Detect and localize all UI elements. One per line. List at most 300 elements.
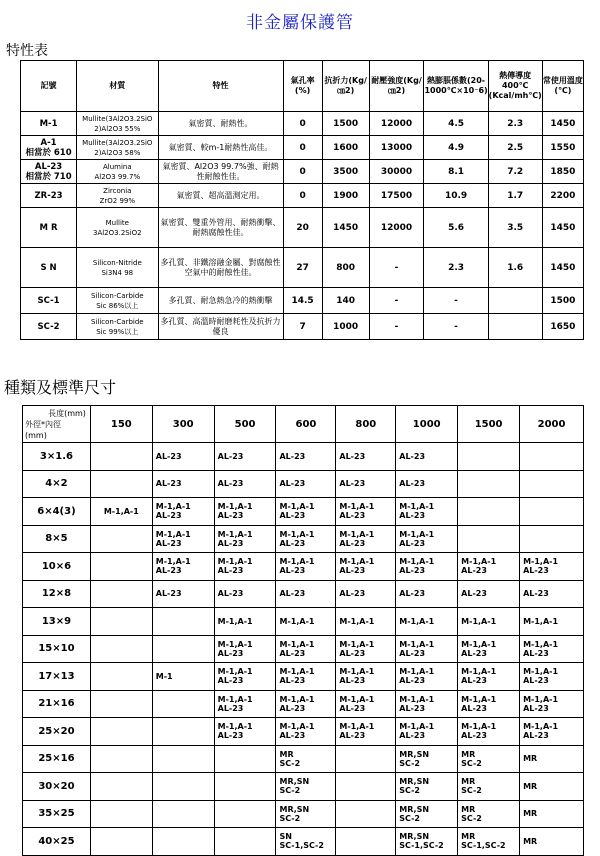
size-cell <box>396 718 458 746</box>
size-cell <box>336 773 396 801</box>
size-cell <box>520 828 584 856</box>
comp-cell: 12000 <box>369 208 424 248</box>
size-line: MR <box>461 804 476 814</box>
size-cell <box>214 828 276 856</box>
size-cell <box>458 773 520 801</box>
temp-cell: 1450 <box>542 248 583 288</box>
corner-od-label: 外徑*內徑 <box>25 420 61 429</box>
size-cell <box>520 635 584 663</box>
code-text: SC-1 <box>37 295 60 306</box>
size-cell <box>520 580 584 608</box>
size-line: SC-2 <box>399 758 420 768</box>
material-cell <box>77 314 158 340</box>
flex-cell: 800 <box>322 248 369 288</box>
properties-body <box>21 112 584 340</box>
temp-cell: 2200 <box>542 184 583 208</box>
size-line: AL-23 <box>217 703 244 713</box>
size-line: AL-23 <box>155 589 182 599</box>
sizes-row <box>23 663 584 691</box>
size-cell <box>336 828 396 856</box>
size-line: AL-23 <box>279 479 306 489</box>
size-line: AL-23 <box>279 731 306 741</box>
temp-cell: 1450 <box>542 112 583 136</box>
size-line: M-1,A-1 <box>339 722 375 732</box>
size-line: M-1,A-1 <box>399 667 435 677</box>
size-cell <box>152 828 214 856</box>
size-cell <box>152 635 214 663</box>
size-line: M-1,A-1 <box>461 722 497 732</box>
sizes-row <box>23 745 584 773</box>
size-cell <box>396 580 458 608</box>
code-cell <box>21 136 77 160</box>
cond-cell: 1.6 <box>488 248 542 288</box>
od-cell: 4×2 <box>23 470 91 498</box>
size-cell <box>396 553 458 581</box>
size-line: AL-23 <box>523 648 549 658</box>
size-cell <box>152 470 214 498</box>
size-line: AL-23 <box>339 648 366 658</box>
porosity-cell: 14.5 <box>283 288 322 314</box>
exp-cell: 4.5 <box>424 112 488 136</box>
size-line: MR <box>523 754 538 764</box>
header-cell: 熱膨脹係數(20-1000℃×10⁻6) <box>424 61 488 112</box>
properties-row <box>21 288 584 314</box>
material-cell <box>77 160 158 184</box>
feature-cell: 氣密質、Al2O3 99.7%強、耐熱性耐蝕性佳。 <box>158 160 283 184</box>
material-line: 3Al2O3.2SiO2 <box>92 228 142 237</box>
size-cell <box>520 553 584 581</box>
size-cell <box>90 580 152 608</box>
corner-length-label: 長度(mm) <box>48 409 86 418</box>
size-cell <box>458 745 520 773</box>
sizes-row <box>23 498 584 526</box>
size-cell <box>90 773 152 801</box>
size-cell <box>152 608 214 636</box>
size-line: AL-23 <box>339 451 366 461</box>
size-cell <box>152 443 214 471</box>
porosity-cell: 20 <box>283 208 322 248</box>
size-line: AL-23 <box>523 589 549 599</box>
size-line: MR,SN <box>399 804 430 814</box>
length-header: 2000 <box>520 406 584 443</box>
length-header: 300 <box>152 406 214 443</box>
size-line: AL-23 <box>217 648 244 658</box>
size-cell <box>336 525 396 553</box>
size-cell <box>214 580 276 608</box>
size-line: AL-23 <box>217 479 244 489</box>
code-cell <box>21 288 77 314</box>
size-cell <box>90 690 152 718</box>
sizes-row <box>23 443 584 471</box>
size-line: AL-23 <box>279 589 306 599</box>
flex-cell: 140 <box>322 288 369 314</box>
sizes-header-row <box>23 406 584 443</box>
size-cell <box>396 690 458 718</box>
size-cell <box>276 553 336 581</box>
feature-cell: 多孔質、耐急熱急冷的熱衝擊 <box>158 288 283 314</box>
porosity-cell: 0 <box>283 160 322 184</box>
size-line: AL-23 <box>523 731 549 741</box>
porosity-cell: 0 <box>283 184 322 208</box>
size-cell <box>336 608 396 636</box>
size-cell <box>520 608 584 636</box>
size-line: AL-23 <box>217 511 244 521</box>
size-cell <box>276 580 336 608</box>
material-line: Silicon-Carbide <box>91 291 144 300</box>
sizes-row <box>23 635 584 663</box>
size-cell <box>214 443 276 471</box>
size-line: MR <box>523 836 538 846</box>
od-cell: 10×6 <box>23 553 91 581</box>
exp-cell: - <box>424 314 488 340</box>
exp-cell: 2.3 <box>424 248 488 288</box>
size-line: AL-23 <box>399 479 426 489</box>
cond-cell: 3.5 <box>488 208 542 248</box>
size-line: M-1,A-1 <box>339 502 375 512</box>
size-line: AL-23 <box>217 589 244 599</box>
code-sub-text: 相當於 710 <box>25 171 72 182</box>
size-cell <box>214 470 276 498</box>
size-cell <box>152 800 214 828</box>
size-line: M-1,A-1 <box>339 616 375 626</box>
code-cell <box>21 314 77 340</box>
size-cell <box>396 498 458 526</box>
temp-cell: 1550 <box>542 136 583 160</box>
size-line: SC-1,SC-2 <box>461 841 506 851</box>
size-line: M-1,A-1 <box>155 557 191 567</box>
size-line: M-1,A-1 <box>523 722 559 732</box>
size-line: AL-23 <box>217 538 244 548</box>
flex-cell: 3500 <box>322 160 369 184</box>
size-line: M-1,A-1 <box>461 694 497 704</box>
cond-cell <box>488 288 542 314</box>
sizes-body <box>23 443 584 856</box>
size-line: SC-1,SC-2 <box>279 841 324 851</box>
od-cell: 8×5 <box>23 525 91 553</box>
page-title: 非金屬保護管 <box>246 13 354 33</box>
size-cell <box>520 525 584 553</box>
size-line: MR <box>461 749 476 759</box>
size-cell <box>90 663 152 691</box>
size-cell <box>458 498 520 526</box>
od-cell: 25×20 <box>23 718 91 746</box>
size-line: AL-23 <box>461 648 487 658</box>
feature-cell: 氣密質、耐熱性。 <box>158 112 283 136</box>
size-cell <box>396 663 458 691</box>
properties-row <box>21 136 584 160</box>
size-line: SC-2 <box>399 813 420 823</box>
size-cell <box>276 828 336 856</box>
code-text: S N <box>40 262 57 273</box>
sizes-row <box>23 553 584 581</box>
length-header: 800 <box>336 406 396 443</box>
od-cell: 15×10 <box>23 635 91 663</box>
porosity-cell: 0 <box>283 136 322 160</box>
porosity-cell: 0 <box>283 112 322 136</box>
properties-table <box>20 60 584 340</box>
size-line: MR <box>523 781 538 791</box>
material-line: Silicon-Carbide <box>91 317 144 326</box>
size-cell <box>214 745 276 773</box>
material-cell <box>77 112 158 136</box>
size-line: M-1,A-1 <box>461 667 497 677</box>
size-line: AL-23 <box>461 731 487 741</box>
comp-cell: 17500 <box>369 184 424 208</box>
size-cell <box>520 690 584 718</box>
properties-row <box>21 160 584 184</box>
sizes-row <box>23 470 584 498</box>
cond-cell: 7.2 <box>488 160 542 184</box>
temp-cell: 1500 <box>542 288 583 314</box>
size-line: MR,SN <box>399 777 430 787</box>
size-cell <box>276 635 336 663</box>
size-line: M-1,A-1 <box>339 694 375 704</box>
cond-cell: 2.5 <box>488 136 542 160</box>
size-cell <box>90 800 152 828</box>
od-cell: 25×16 <box>23 745 91 773</box>
properties-row <box>21 112 584 136</box>
comp-cell: - <box>369 314 424 340</box>
size-cell <box>520 663 584 691</box>
flex-cell: 1500 <box>322 112 369 136</box>
properties-header-row <box>21 61 584 112</box>
od-cell: 35×25 <box>23 800 91 828</box>
temp-cell: 1650 <box>542 314 583 340</box>
properties-row <box>21 248 584 288</box>
material-line: 2)Al2O3 58% <box>94 148 141 157</box>
size-cell <box>214 635 276 663</box>
size-line: M-1,A-1 <box>279 557 315 567</box>
length-header: 150 <box>90 406 152 443</box>
size-line: M-1,A-1 <box>217 502 253 512</box>
size-cell <box>458 443 520 471</box>
size-cell <box>458 553 520 581</box>
size-line: MR,SN <box>279 804 310 814</box>
size-line: M-1,A-1 <box>339 667 375 677</box>
material-line: ZrO2 99% <box>99 196 136 205</box>
size-cell <box>214 773 276 801</box>
size-line: M-1,A-1 <box>339 529 375 539</box>
size-cell <box>276 690 336 718</box>
size-line: M-1,A-1 <box>279 616 315 626</box>
size-cell <box>520 470 584 498</box>
size-cell <box>336 745 396 773</box>
comp-cell: - <box>369 288 424 314</box>
size-line: AL-23 <box>399 703 426 713</box>
size-cell <box>396 828 458 856</box>
exp-cell: 5.6 <box>424 208 488 248</box>
size-line: AL-23 <box>339 731 366 741</box>
size-line: MR <box>279 749 294 759</box>
sizes-row <box>23 800 584 828</box>
size-line: AL-23 <box>523 676 549 686</box>
size-cell <box>336 635 396 663</box>
size-line: AL-23 <box>461 566 487 576</box>
size-cell <box>336 443 396 471</box>
size-line: AL-23 <box>279 538 306 548</box>
size-line: AL-23 <box>279 566 306 576</box>
size-cell <box>152 773 214 801</box>
size-line: SC-2 <box>461 758 482 768</box>
size-line: AL-23 <box>399 731 426 741</box>
size-cell <box>458 800 520 828</box>
feature-cell: 氣密質、較m-1耐熱性高佳。 <box>158 136 283 160</box>
size-cell <box>152 553 214 581</box>
size-cell <box>396 773 458 801</box>
size-line: M-1,A-1 <box>399 557 435 567</box>
feature-cell: 多孔質、非鐵溶融金屬、對腐蝕性空氣中的耐蝕性佳。 <box>158 248 283 288</box>
properties-heading: 特性表 <box>6 43 48 59</box>
size-cell <box>152 745 214 773</box>
size-line: M-1,A-1 <box>103 506 139 516</box>
size-cell <box>90 828 152 856</box>
sizes-heading: 種類及標準尺寸 <box>4 378 117 397</box>
size-line: M-1,A-1 <box>399 722 435 732</box>
size-line: M-1,A-1 <box>339 639 375 649</box>
size-cell <box>276 443 336 471</box>
size-cell <box>90 443 152 471</box>
size-line: AL-23 <box>155 538 182 548</box>
size-line: M-1,A-1 <box>217 616 253 626</box>
size-line: SC-2 <box>461 786 482 796</box>
size-line: AL-23 <box>339 589 366 599</box>
properties-row <box>21 184 584 208</box>
size-line: AL-23 <box>339 511 366 521</box>
material-line: Sic 99%以上 <box>96 327 139 336</box>
od-cell: 6×4(3) <box>23 498 91 526</box>
material-cell <box>77 184 158 208</box>
size-line: M-1,A-1 <box>399 529 435 539</box>
size-line: AL-23 <box>339 703 366 713</box>
code-sub-text: 相當於 610 <box>25 147 72 158</box>
size-cell <box>152 580 214 608</box>
od-cell: 12×8 <box>23 580 91 608</box>
size-line: SC-2 <box>279 813 301 823</box>
material-line: Mullite(3Al2O3.2SiO <box>82 138 153 147</box>
size-cell <box>90 718 152 746</box>
od-cell: 30×20 <box>23 773 91 801</box>
size-line: M-1,A-1 <box>155 529 191 539</box>
material-cell <box>77 136 158 160</box>
size-line: AL-23 <box>523 566 549 576</box>
size-line: M-1,A-1 <box>217 529 253 539</box>
header-cell: 常使用溫度(℃) <box>542 61 583 112</box>
size-cell <box>214 718 276 746</box>
size-line: M-1,A-1 <box>279 529 315 539</box>
header-cell: 抗折力(Kg/㎝2) <box>322 61 369 112</box>
material-cell <box>77 208 158 248</box>
size-line: M-1,A-1 <box>461 557 497 567</box>
size-cell <box>214 553 276 581</box>
sizes-row <box>23 718 584 746</box>
code-cell <box>21 160 77 184</box>
cond-cell <box>488 314 542 340</box>
flex-cell: 1900 <box>322 184 369 208</box>
size-line: SC-2 <box>279 758 301 768</box>
size-line: AL-23 <box>339 479 366 489</box>
size-cell <box>396 635 458 663</box>
feature-cell: 氣密質、雙重外管用、耐熱衝擊、耐熱腐蝕性佳。 <box>158 208 283 248</box>
size-cell <box>458 525 520 553</box>
size-line: M-1,A-1 <box>523 694 559 704</box>
sizes-row <box>23 773 584 801</box>
size-cell <box>396 525 458 553</box>
size-line: AL-23 <box>339 538 366 548</box>
size-line: M-1,A-1 <box>279 502 315 512</box>
code-text: A-1 <box>40 137 57 148</box>
size-cell <box>458 718 520 746</box>
size-cell <box>458 580 520 608</box>
comp-cell: 30000 <box>369 160 424 184</box>
sizes-row <box>23 525 584 553</box>
feature-cell: 氣密質、超高溫測定用。 <box>158 184 283 208</box>
size-line: SN <box>279 832 292 842</box>
size-line: M-1,A-1 <box>217 639 253 649</box>
size-line: AL-23 <box>339 676 366 686</box>
size-line: SC-2 <box>461 813 482 823</box>
material-line: Silicon-Nitride <box>92 258 142 267</box>
flex-cell: 1000 <box>322 314 369 340</box>
size-line: AL-23 <box>399 511 426 521</box>
length-header: 600 <box>276 406 336 443</box>
size-cell <box>276 498 336 526</box>
size-cell <box>520 498 584 526</box>
size-line: AL-23 <box>461 703 487 713</box>
code-text: M-1 <box>39 118 58 129</box>
material-line: Al2O3 99.7% <box>94 172 141 181</box>
size-line: AL-23 <box>155 566 182 576</box>
exp-cell: - <box>424 288 488 314</box>
header-cell: 耐壓強度(Kg/㎝2) <box>369 61 424 112</box>
material-line: Si3N4 98 <box>101 268 134 277</box>
flex-cell: 1450 <box>322 208 369 248</box>
size-line: AL-23 <box>399 676 426 686</box>
code-text: M R <box>39 222 58 233</box>
size-line: M-1,A-1 <box>155 502 191 512</box>
size-line: SC-2 <box>399 786 420 796</box>
size-cell <box>90 635 152 663</box>
size-line: AL-23 <box>217 451 244 461</box>
size-cell <box>396 800 458 828</box>
comp-cell: 13000 <box>369 136 424 160</box>
size-line: MR,SN <box>399 749 430 759</box>
size-cell <box>336 800 396 828</box>
size-cell <box>520 800 584 828</box>
header-cell: 氣孔率(%) <box>283 61 322 112</box>
size-line: AL-23 <box>279 648 306 658</box>
sizes-row <box>23 580 584 608</box>
size-line: M-1,A-1 <box>217 722 253 732</box>
size-cell <box>336 690 396 718</box>
temp-cell: 1850 <box>542 160 583 184</box>
size-cell <box>214 800 276 828</box>
size-cell <box>276 718 336 746</box>
size-line: M-1,A-1 <box>217 694 253 704</box>
size-cell <box>152 498 214 526</box>
size-line: AL-23 <box>523 703 549 713</box>
size-line: M-1,A-1 <box>399 616 435 626</box>
size-cell <box>152 718 214 746</box>
code-cell <box>21 112 77 136</box>
size-cell <box>276 470 336 498</box>
size-line: AL-23 <box>155 511 182 521</box>
size-cell <box>276 800 336 828</box>
size-line: AL-23 <box>217 566 244 576</box>
size-cell <box>458 828 520 856</box>
porosity-cell: 7 <box>283 314 322 340</box>
size-cell <box>336 553 396 581</box>
od-cell: 21×16 <box>23 690 91 718</box>
